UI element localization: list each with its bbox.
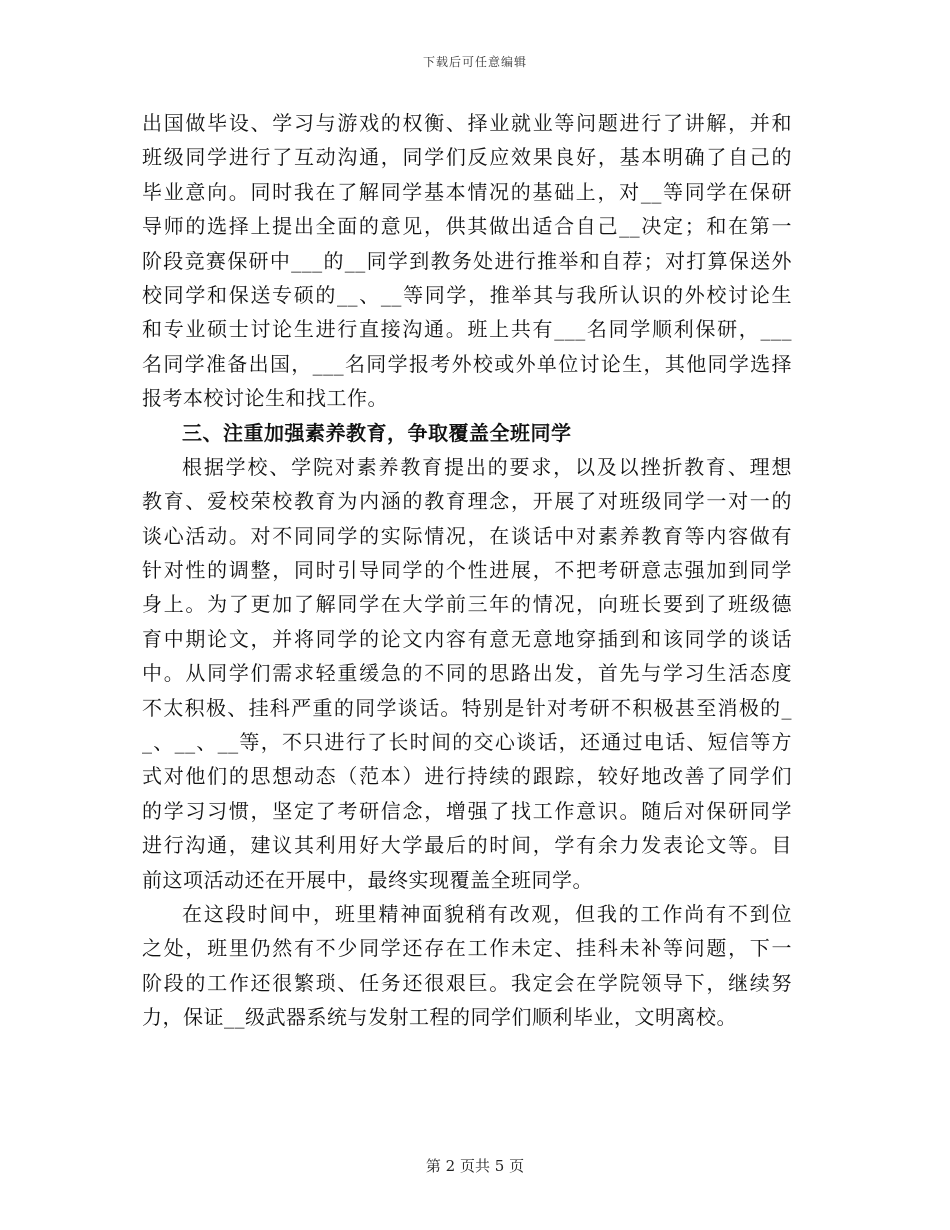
paragraph-line: 根据学校、学院对素养教育提出的要求，以及以挫折教育、理想 [182,454,792,479]
paragraph-line: 身上。为了更加了解同学在大学前三年的情况，向班长要到了班级德 [142,592,792,617]
paragraph-line: 阶段竞赛保研中___的__同学到教务处进行推举和自荐；对打算保送外 [142,248,792,273]
paragraph-line: 力，保证__级武器系统与发射工程的同学们顺利毕业，文明离校。 [142,1005,737,1030]
paragraph-line: 前这项活动还在开展中，最终实现覆盖全班同学。 [142,867,593,892]
paragraph-line: 不太积极、挂科严重的同学谈话。特别是针对考研不积极甚至消极的_ [142,695,792,720]
paragraph-line: 阶段的工作还很繁琐、任务还很艰巨。我定会在学院领导下，继续努 [142,970,792,995]
paragraph-line: 式对他们的思想动态（范本）进行持续的跟踪，较好地改善了同学们 [142,764,792,789]
paragraph-line: 校同学和保送专硕的__、__等同学，推举其与我所认识的外校讨论生 [142,282,792,307]
paragraph-line: 报考本校讨论生和找工作。 [142,386,388,411]
page-number-footer: 第 2 页共 5 页 [425,1157,525,1175]
section-heading: 三、注重加强素养教育，争取覆盖全班同学 [182,420,572,445]
paragraph-line: 进行沟通，建议其利用好大学最后的时间，学有余力发表论文等。目 [142,833,792,858]
paragraph-line: 出国做毕设、学习与游戏的权衡、择业就业等问题进行了讲解，并和 [142,111,792,135]
paragraph-line: _、__、__等，不只进行了长时间的交心谈话，还通过电话、短信等方 [142,730,792,755]
page-header: 下载后可任意编辑 [422,55,527,69]
paragraph-line: 名同学准备出国，___名同学报考外校或外单位讨论生，其他同学选择 [142,351,792,376]
paragraph-line: 导师的选择上提出全面的意见，供其做出适合自己__决定；和在第一 [142,214,792,239]
paragraph-line: 之处，班里仍然有不少同学还存在工作未定、挂科未补等问题，下一 [142,936,792,961]
paragraph-line: 教育、爱校荣校教育为内涵的教育理念，开展了对班级同学一对一的 [142,489,792,514]
paragraph-line: 班级同学进行了互动沟通，同学们反应效果良好，基本明确了自己的 [142,145,792,170]
paragraph-line: 在这段时间中，班里精神面貌稍有改观，但我的工作尚有不到位 [182,901,792,926]
paragraph-line: 中。从同学们需求轻重缓急的不同的思路出发，首先与学习生活态度 [142,661,792,686]
paragraph-line: 毕业意向。同时我在了解同学基本情况的基础上，对__等同学在保研 [142,179,792,204]
paragraph-line: 的学习习惯，坚定了考研信念，增强了找工作意识。随后对保研同学 [142,798,792,823]
paragraph-line: 谈心活动。对不同同学的实际情况，在谈话中对素养教育等内容做有 [142,523,792,548]
paragraph-line: 针对性的调整，同时引导同学的个性进展，不把考研意志强加到同学 [142,558,792,583]
paragraph-line: 和专业硕士讨论生进行直接沟通。班上共有___名同学顺利保研，___ [142,317,792,342]
paragraph-line: 育中期论文，并将同学的论文内容有意无意地穿插到和该同学的谈话 [142,626,792,651]
document-body [142,106,792,1035]
